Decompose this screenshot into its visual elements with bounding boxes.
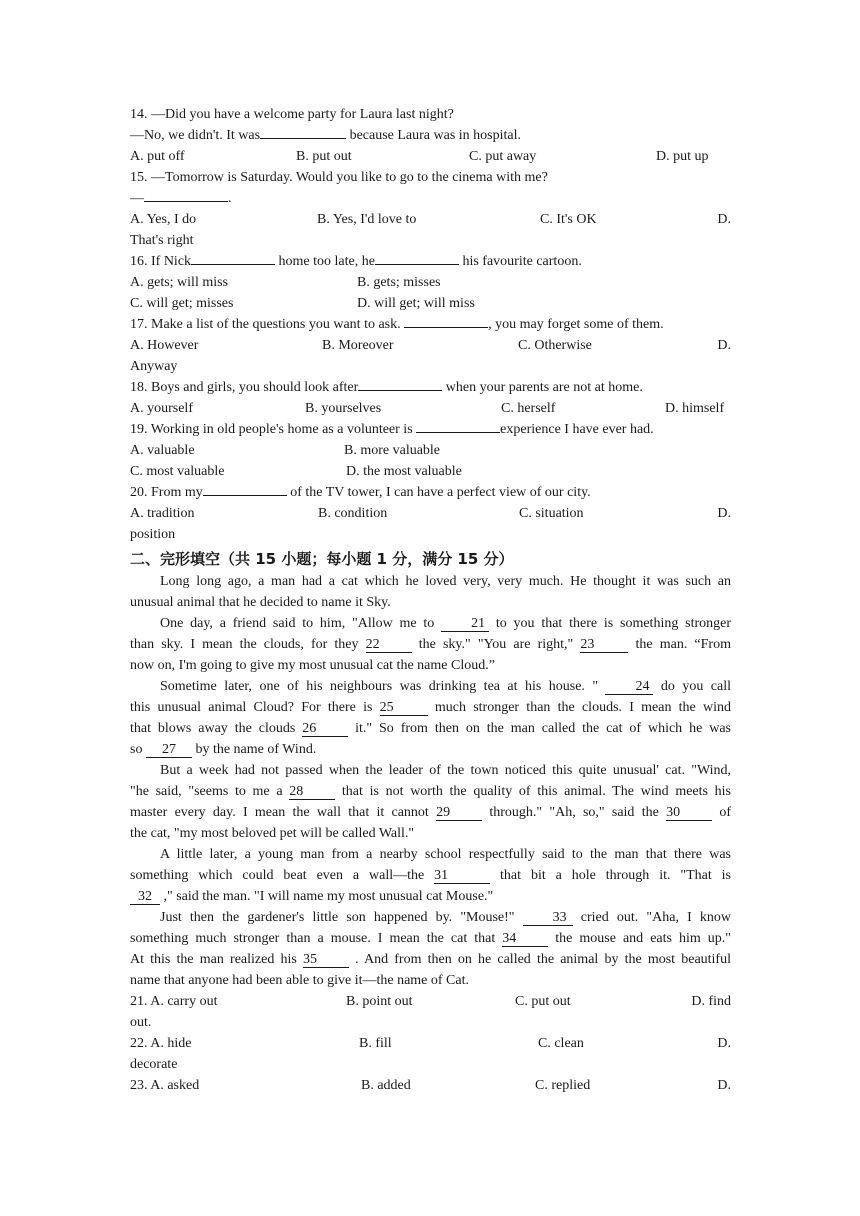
option-b: B. yourselves (305, 401, 382, 416)
passage-line (130, 697, 731, 718)
option-d-continued: position (130, 527, 176, 542)
option-d-continued: Anyway (130, 359, 178, 374)
option-d: D. (717, 338, 731, 353)
question-20-stem (130, 482, 731, 503)
text: of (712, 805, 731, 820)
passage-line: the cat, "my most beloved pet will be called Wall." (130, 826, 415, 841)
option-a: 21. A. carry out (130, 994, 218, 1009)
option-b: B. fill (359, 1036, 392, 1051)
text: cried out. "Aha, I know (572, 910, 731, 925)
text: 18. Boys and girls, you should look after (130, 380, 359, 395)
answer-blank (191, 264, 275, 265)
option-a: 22. A. hide (130, 1036, 192, 1051)
question-15-options (130, 209, 731, 230)
question-18-stem (130, 377, 731, 398)
passage-line: A little later, a young man from a nearby school respectfully said to the man that there was (160, 847, 731, 862)
option-d-continued: decorate (130, 1057, 178, 1072)
exam-page (130, 104, 731, 1096)
option-a: A. gets; will miss (130, 275, 229, 290)
cloze-blank: 29 (436, 806, 482, 821)
option-d: D. (717, 506, 731, 521)
cloze-blank: 25 (380, 701, 428, 716)
option-c: C. herself (501, 401, 556, 416)
question-20-options (130, 503, 731, 524)
option-a: A. valuable (130, 443, 195, 458)
option-c: C. clean (538, 1036, 584, 1051)
option-d-continued: out. (130, 1015, 152, 1030)
cloze-blank: 32 (130, 890, 160, 905)
text: 20. From my (130, 485, 203, 500)
cloze-blank: 28 (289, 785, 335, 800)
cloze-blank: 23 (580, 638, 628, 653)
cloze-blank: 27 (146, 743, 192, 758)
passage-line (130, 928, 731, 949)
text: of the TV tower, I can have a perfect view of our city. (286, 485, 591, 500)
option-b: B. point out (346, 994, 413, 1009)
text: Just then the gardener's little son happened by. "Mouse!" (160, 910, 523, 925)
option-b: B. added (361, 1078, 411, 1093)
option-c: C. It's OK (540, 212, 597, 227)
option-c: C. replied (535, 1078, 591, 1093)
passage-line (130, 613, 731, 634)
option-c: C. put out (515, 994, 571, 1009)
answer-blank (203, 495, 287, 496)
text: that is not worth the quality of this animal. The wind meets his (335, 784, 731, 799)
option-b: B. more valuable (344, 443, 441, 458)
question-14-options (130, 146, 731, 167)
cloze-blank: 30 (666, 806, 712, 821)
cloze-blank: 21 (441, 617, 489, 632)
option-d: D. himself (665, 401, 725, 416)
passage-line (130, 949, 731, 970)
passage-line: But a week had not passed when the leader of the town noticed this quite unusual' cat. "Wind, (160, 763, 731, 778)
text: 16. If Nick (130, 254, 192, 269)
text: "he said, "seems to me a (130, 784, 290, 799)
text: the mouse and eats him up." (548, 931, 731, 946)
option-d: D. will get; will miss (357, 296, 475, 311)
text: because Laura was in hospital. (346, 128, 522, 143)
text: — (130, 191, 144, 206)
text: his favourite cartoon. (458, 254, 582, 269)
text: do you call (653, 679, 731, 694)
option-c: C. situation (519, 506, 584, 521)
passage-line (130, 802, 731, 823)
question-19-options-ab (130, 440, 731, 461)
text: Sometime later, one of his neighbours was drinking tea at his house. " (160, 679, 606, 694)
answer-blank (375, 264, 459, 265)
text: At this the man realized his (130, 952, 303, 967)
question-16-options-ab (130, 272, 731, 293)
option-a: A. tradition (130, 506, 195, 521)
option-c: C. put away (469, 149, 537, 164)
section-heading: 二、完形填空（共 15 小题；每小题 1 分，满分 15 分） (130, 550, 514, 568)
text: it." So from then on the man called the cat of which he was (348, 721, 731, 736)
option-a: A. Yes, I do (130, 212, 197, 227)
option-b: B. Yes, I'd love to (317, 212, 417, 227)
passage-line: unusual animal that he decided to name it Sky. (130, 595, 391, 610)
option-b: B. condition (318, 506, 388, 521)
option-d: D. the most valuable (346, 464, 462, 479)
passage-line (130, 634, 731, 655)
text: that blows away the clouds (130, 721, 303, 736)
text: by the name of Wind. (191, 742, 317, 757)
question-15-line2 (130, 188, 731, 209)
cloze-blank: 35 (303, 953, 349, 968)
passage-line (130, 781, 731, 802)
text: —No, we didn't. It was (130, 128, 261, 143)
text: . (228, 191, 232, 206)
question-15-stem: 15. —Tomorrow is Saturday. Would you like to go to the cinema with me? (130, 170, 548, 185)
question-16-options-cd (130, 293, 731, 314)
text: something which could beat even a wall—the (130, 868, 435, 883)
option-c: C. most valuable (130, 464, 225, 479)
text: to you that there is something stronger (489, 616, 731, 631)
question-14-stem: 14. —Did you have a welcome party for Laura last night? (130, 107, 454, 122)
question-21-options (130, 991, 731, 1012)
text: . And from then on he called the animal by the most beautiful (348, 952, 731, 967)
option-d: D. (717, 212, 731, 227)
text: home too late, he (275, 254, 375, 269)
question-19-options-cd (130, 461, 731, 482)
text: 17. Make a list of the questions you want to ask. (130, 317, 405, 332)
text: , you may forget some of them. (488, 317, 664, 332)
text: One day, a friend said to him, "Allow me to (160, 616, 442, 631)
passage-line: now on, I'm going to give my most unusual cat the name Cloud.” (130, 658, 495, 673)
answer-blank (144, 201, 228, 202)
answer-blank (404, 327, 488, 328)
text: through." "Ah, so," said the (482, 805, 667, 820)
cloze-blank: 24 (605, 680, 653, 695)
text: than sky. I mean the clouds, for they (130, 637, 366, 652)
option-b: B. put out (296, 149, 352, 164)
text: much stronger than the clouds. I mean the wind (427, 700, 731, 715)
text: that bit a hole through it. "That is (490, 868, 731, 883)
answer-blank (358, 390, 442, 391)
passage-line (130, 865, 731, 886)
text: this unusual animal Cloud? For there is (130, 700, 380, 715)
option-b: B. gets; misses (357, 275, 441, 290)
option-d-continued: That's right (130, 233, 194, 248)
question-22-options (130, 1033, 731, 1054)
cloze-blank: 26 (302, 722, 348, 737)
text: experience I have ever had. (500, 422, 654, 437)
passage-line: name that anyone had been able to give it—the name of Cat. (130, 973, 469, 988)
question-16-stem (130, 251, 731, 272)
cloze-blank: 31 (434, 869, 490, 884)
option-d: D. find (691, 994, 731, 1009)
text: ," said the man. "I will name my most unusual cat Mouse." (160, 889, 494, 904)
passage-line (130, 718, 731, 739)
option-d: D. (717, 1078, 731, 1093)
option-c: C. will get; misses (130, 296, 234, 311)
question-14-line2 (130, 125, 731, 146)
option-a: A. However (130, 338, 199, 353)
text: when your parents are not at home. (442, 380, 643, 395)
cloze-blank: 33 (523, 911, 573, 926)
text: so (130, 742, 146, 757)
text: 19. Working in old people's home as a volunteer is (130, 422, 417, 437)
text: the man. “From (628, 637, 731, 652)
passage-line (130, 739, 731, 760)
text: the sky." "You are right," (411, 637, 581, 652)
option-d: D. (717, 1036, 731, 1051)
text: something much stronger than a mouse. I mean the cat that (130, 931, 503, 946)
question-17-options (130, 335, 731, 356)
question-17-stem (130, 314, 731, 335)
option-a: A. yourself (130, 401, 193, 416)
passage-line (130, 886, 731, 907)
option-c: C. Otherwise (518, 338, 592, 353)
passage-line (130, 907, 731, 928)
option-a: 23. A. asked (130, 1078, 200, 1093)
passage-line (130, 676, 731, 697)
cloze-blank: 34 (502, 932, 548, 947)
question-18-options (130, 398, 731, 419)
question-23-options (130, 1075, 731, 1096)
option-b: B. Moreover (322, 338, 394, 353)
passage-line: Long long ago, a man had a cat which he loved very, very much. He thought it was such an (160, 574, 731, 589)
option-a: A. put off (130, 149, 185, 164)
question-19-stem (130, 419, 731, 440)
cloze-blank: 22 (366, 638, 412, 653)
text: master every day. I mean the wall that it cannot (130, 805, 437, 820)
answer-blank (260, 138, 346, 139)
answer-blank (416, 432, 500, 433)
option-d: D. put up (656, 149, 709, 164)
